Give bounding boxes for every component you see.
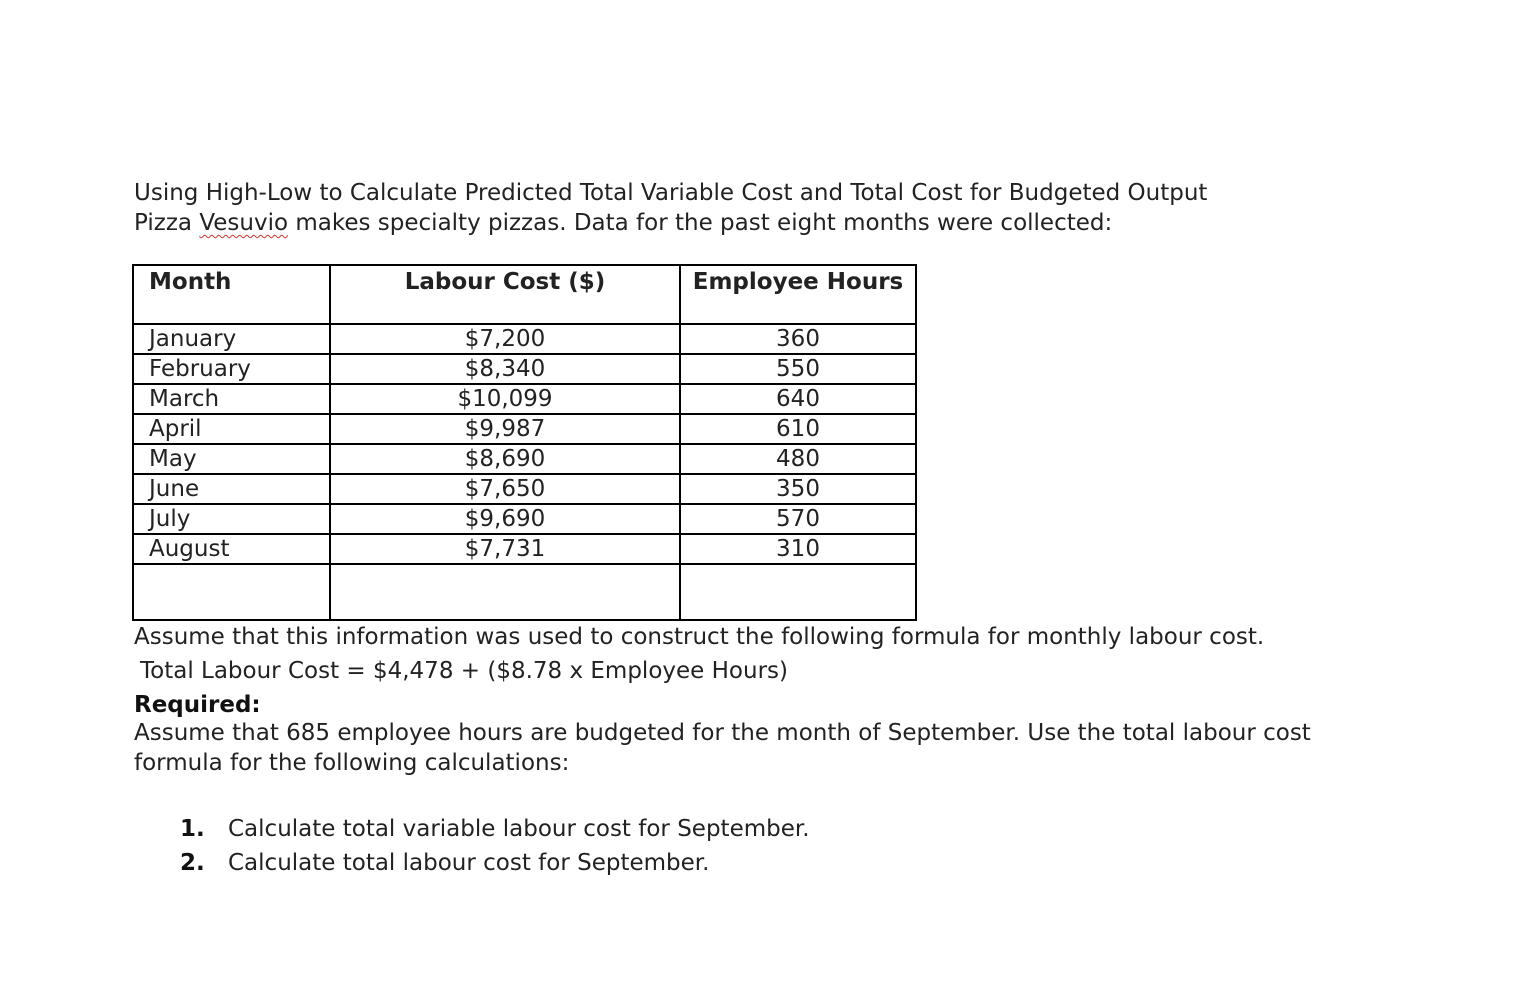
list-item <box>180 814 810 844</box>
list-number: 1. <box>180 816 205 842</box>
assume-text: Assume that this information was used to construct the following formula for monthly labour cost. <box>134 624 1265 650</box>
cell-hours: 480 <box>680 444 916 474</box>
cell-hours: 640 <box>680 384 916 414</box>
cell-month: July <box>133 504 330 534</box>
document-title: Using High-Low to Calculate Predicted Total Variable Cost and Total Cost for Budgeted Output <box>134 180 1208 206</box>
empty-cell <box>133 564 330 620</box>
cost-formula: Total Labour Cost = $4,478 + ($8.78 x Employee Hours) <box>140 658 788 684</box>
cell-month: February <box>133 354 330 384</box>
table-row <box>133 444 916 474</box>
table-row <box>133 534 916 564</box>
empty-cell <box>330 564 680 620</box>
required-text-line1: Assume that 685 employee hours are budgeted for the month of September. Use the total labour cost <box>134 720 1311 746</box>
cell-hours: 350 <box>680 474 916 504</box>
intro-suffix: makes specialty pizzas. Data for the past eight months were collected: <box>288 210 1113 236</box>
cell-month: March <box>133 384 330 414</box>
cell-hours: 360 <box>680 324 916 354</box>
cell-month: June <box>133 474 330 504</box>
header-month: Month <box>133 265 330 324</box>
cell-month: January <box>133 324 330 354</box>
table-row <box>133 384 916 414</box>
table-empty-row <box>133 564 916 620</box>
cell-cost: $7,731 <box>330 534 680 564</box>
empty-cell <box>680 564 916 620</box>
cell-month: August <box>133 534 330 564</box>
header-labour-cost: Labour Cost ($) <box>330 265 680 324</box>
cell-hours: 610 <box>680 414 916 444</box>
cell-cost: $8,690 <box>330 444 680 474</box>
cell-cost: $9,987 <box>330 414 680 444</box>
labour-data-table <box>132 264 917 621</box>
question-text: Calculate total labour cost for September. <box>228 850 710 876</box>
intro-text <box>134 208 1112 238</box>
cell-hours: 310 <box>680 534 916 564</box>
company-name: Vesuvio <box>199 210 289 236</box>
cell-cost: $10,099 <box>330 384 680 414</box>
cell-hours: 550 <box>680 354 916 384</box>
table-row <box>133 324 916 354</box>
cell-month: May <box>133 444 330 474</box>
cell-cost: $7,650 <box>330 474 680 504</box>
cell-cost: $8,340 <box>330 354 680 384</box>
cell-hours: 570 <box>680 504 916 534</box>
list-item <box>180 848 709 878</box>
table-row <box>133 354 916 384</box>
table-header-row <box>133 265 916 324</box>
table-row <box>133 504 916 534</box>
header-employee-hours: Employee Hours <box>680 265 916 324</box>
cell-cost: $9,690 <box>330 504 680 534</box>
table-row <box>133 474 916 504</box>
required-text-line2: formula for the following calculations: <box>134 750 570 776</box>
cell-cost: $7,200 <box>330 324 680 354</box>
cell-month: April <box>133 414 330 444</box>
question-text: Calculate total variable labour cost for September. <box>228 816 810 842</box>
required-label: Required: <box>134 692 261 718</box>
list-number: 2. <box>180 850 205 876</box>
intro-prefix: Pizza <box>134 210 200 236</box>
table-row <box>133 414 916 444</box>
